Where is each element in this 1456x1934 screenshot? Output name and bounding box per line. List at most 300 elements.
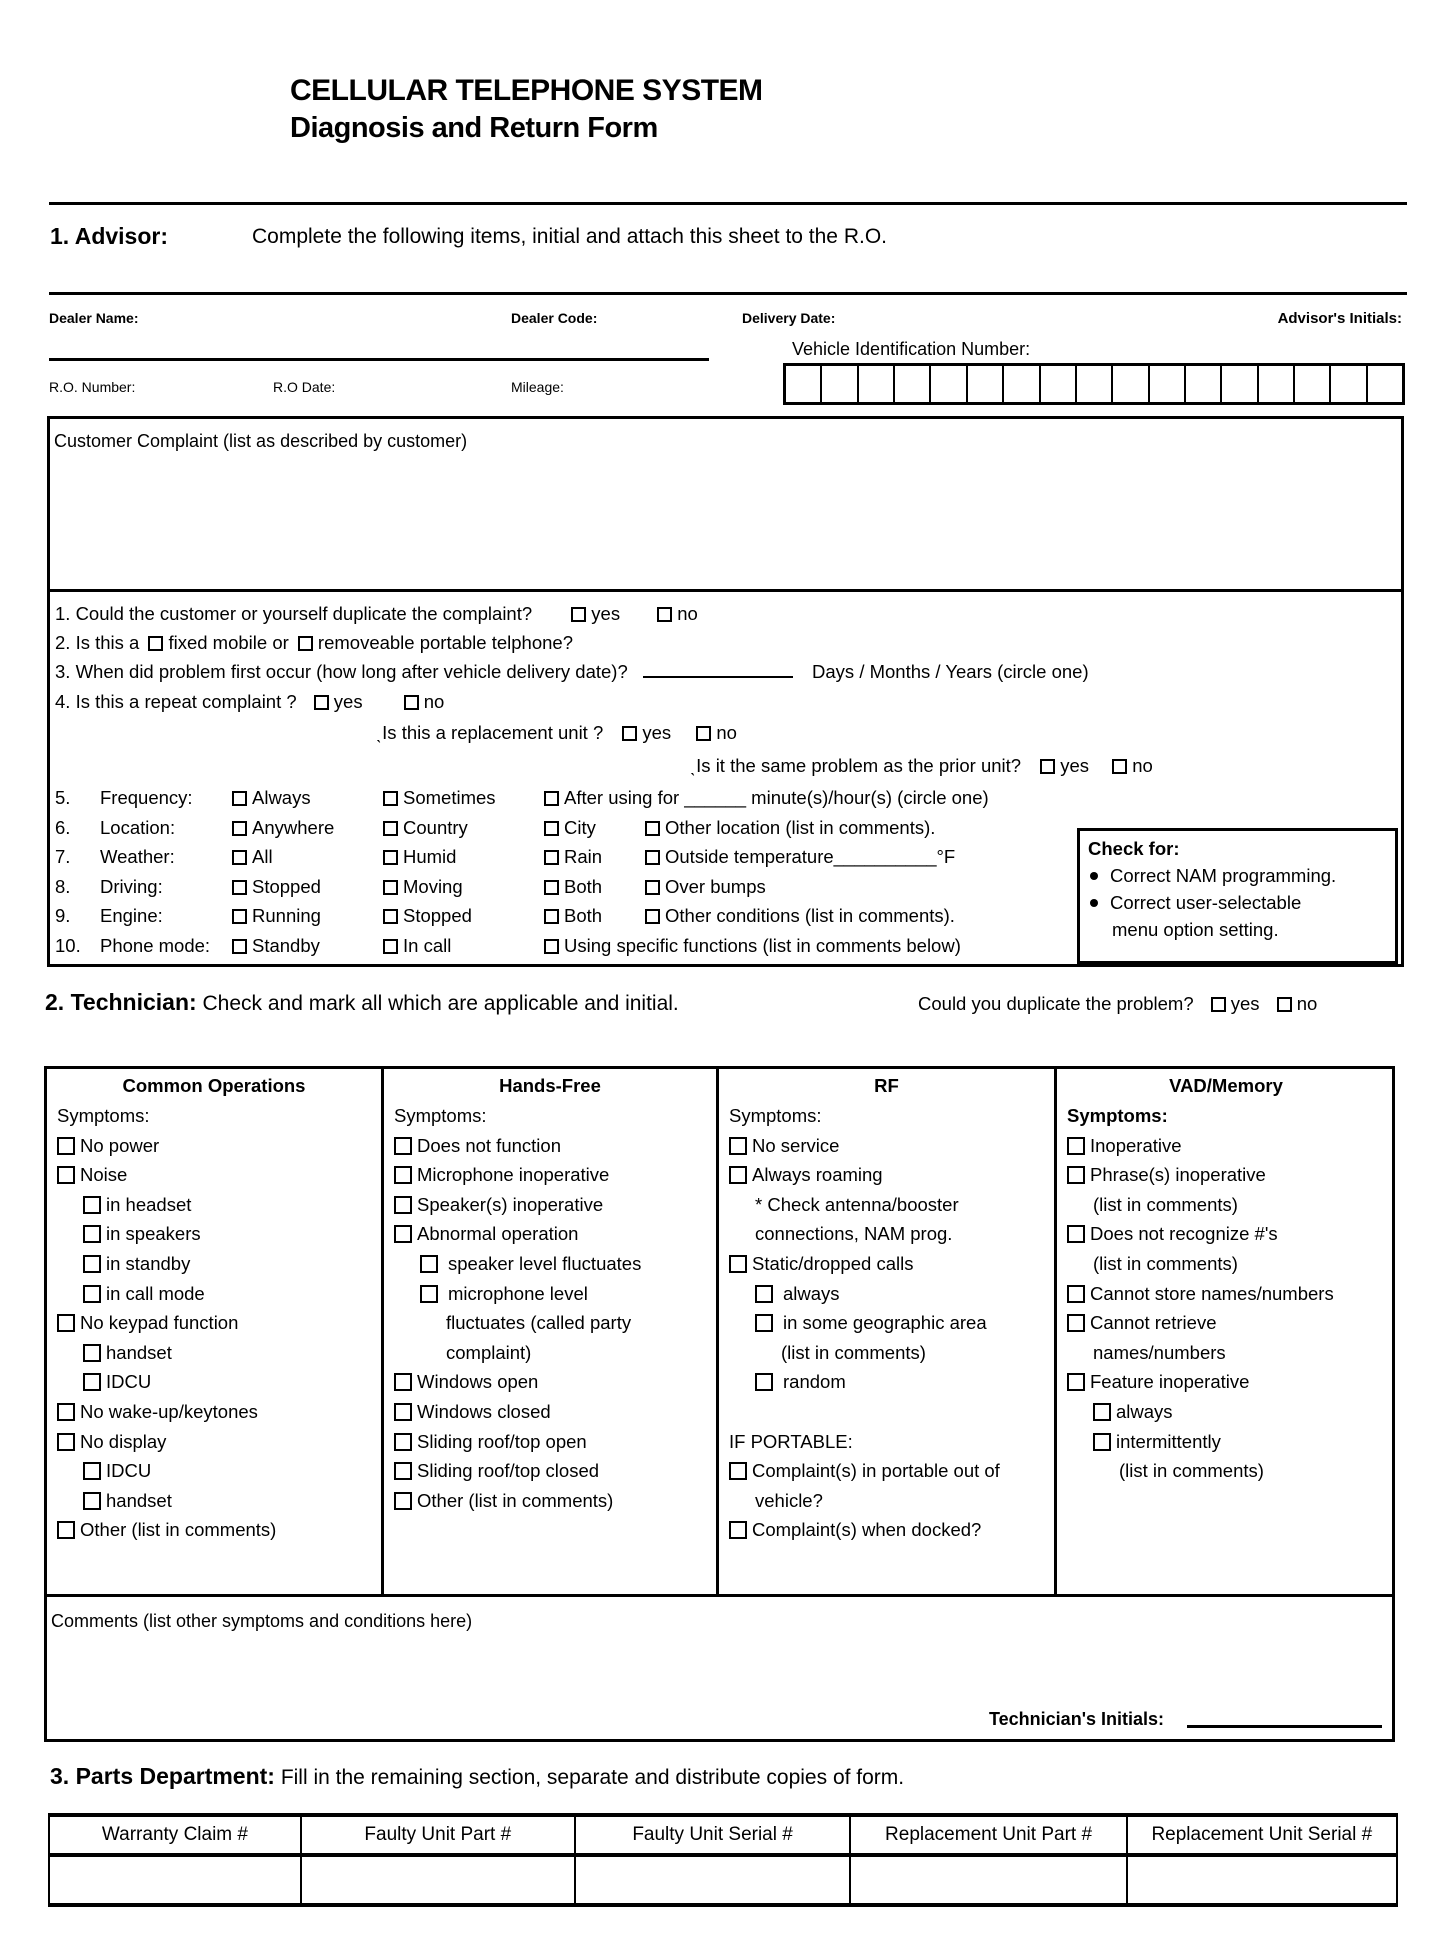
question-3-text: 3. When did problem first occur (how long after vehicle delivery date)? — [55, 661, 628, 682]
symptom-option[interactable] — [57, 1456, 381, 1486]
symptom-checkbox[interactable] — [83, 1492, 101, 1510]
symptom-note — [1067, 1249, 1395, 1279]
symptom-option[interactable] — [729, 1456, 1054, 1486]
condition-number — [55, 905, 70, 927]
no-label: no — [1132, 755, 1153, 776]
symptom-checkbox[interactable] — [1067, 1225, 1085, 1243]
check-for-item — [1088, 916, 1387, 943]
vin-character-box[interactable] — [1004, 366, 1040, 402]
symptom-text: Inoperative — [1090, 1134, 1182, 1156]
symptom-note — [394, 1308, 716, 1338]
symptom-text: Windows closed — [417, 1400, 551, 1422]
symptom-option[interactable] — [729, 1249, 1054, 1279]
no-label: no — [716, 722, 737, 743]
symptom-text: fluctuates (called party — [446, 1312, 632, 1334]
symptom-column — [384, 1067, 716, 1594]
advisor-section-label: 1. Advisor: — [50, 223, 169, 249]
condition-number-text: 6. — [55, 816, 71, 838]
no-label: no — [677, 603, 698, 624]
symptom-option[interactable] — [394, 1249, 716, 1279]
condition-number-text: 5. — [55, 787, 71, 808]
symptom-option[interactable] — [394, 1190, 716, 1220]
symptom-text: complaint) — [446, 1341, 532, 1363]
parts-column-header: Replacement Unit Part # — [850, 1815, 1126, 1855]
symptom-checkbox[interactable] — [394, 1403, 412, 1421]
symptom-checkbox[interactable] — [394, 1166, 412, 1184]
symptom-checkbox[interactable] — [83, 1344, 101, 1362]
symptom-checkbox[interactable] — [729, 1166, 747, 1184]
symptom-text: Phrase(s) inoperative — [1090, 1164, 1266, 1186]
symptom-checkbox[interactable] — [1067, 1137, 1085, 1155]
yes-label: yes — [642, 722, 672, 743]
condition-number-text: 8. — [55, 875, 71, 897]
vin-input-boxes[interactable] — [783, 363, 1405, 405]
q4b-yes-checkbox[interactable] — [1040, 759, 1055, 774]
symptom-checkbox[interactable] — [394, 1196, 412, 1214]
symptom-text: random — [783, 1371, 846, 1393]
condition-checkbox[interactable] — [645, 880, 660, 895]
symptom-note — [729, 1219, 1054, 1249]
symptom-checkbox[interactable] — [394, 1492, 412, 1510]
symptom-option[interactable] — [394, 1160, 716, 1190]
condition-option[interactable] — [544, 905, 602, 927]
symptom-checkbox[interactable] — [57, 1137, 75, 1155]
parts-column-header: Faulty Unit Serial # — [575, 1815, 851, 1855]
symptom-column — [1057, 1067, 1395, 1594]
condition-label — [100, 817, 175, 839]
symptom-option[interactable] — [1067, 1219, 1395, 1249]
symptom-checkbox[interactable] — [755, 1314, 773, 1332]
no-label: no — [1296, 993, 1318, 1014]
vin-character-box[interactable] — [1295, 366, 1331, 402]
condition-number-text: 9. — [55, 905, 71, 926]
symptom-checkbox[interactable] — [729, 1255, 747, 1273]
symptom-checkbox[interactable] — [1093, 1403, 1111, 1421]
condition-checkbox[interactable] — [544, 850, 559, 865]
symptom-option[interactable] — [729, 1160, 1054, 1190]
technician-section-label: 2. Technician: — [45, 989, 197, 1015]
advisor-section-header — [50, 223, 168, 250]
symptom-checkbox[interactable] — [729, 1137, 747, 1155]
symptom-checkbox[interactable] — [57, 1314, 75, 1332]
parts-input-cell[interactable] — [301, 1855, 575, 1905]
parts-column-header: Faulty Unit Part # — [301, 1815, 575, 1855]
condition-option[interactable] — [645, 876, 766, 898]
condition-option[interactable] — [383, 905, 472, 927]
condition-checkbox[interactable] — [232, 791, 247, 806]
condition-option-text: Rain — [564, 846, 603, 867]
symptom-text: (list in comments) — [781, 1341, 926, 1363]
condition-option[interactable] — [544, 846, 602, 868]
condition-label-text: Driving: — [100, 875, 163, 897]
condition-option-text: Running — [252, 905, 321, 926]
q4a-no-checkbox[interactable] — [696, 726, 711, 741]
symptom-checkbox[interactable] — [83, 1196, 101, 1214]
q1-yes-checkbox[interactable] — [571, 607, 586, 622]
symptom-option[interactable] — [57, 1515, 381, 1545]
q4-yes-checkbox[interactable] — [314, 695, 329, 710]
condition-checkbox[interactable] — [544, 821, 559, 836]
symptom-note — [394, 1338, 716, 1368]
condition-option-text: Country — [403, 816, 468, 838]
question-4-text: 4. Is this a repeat complaint ? — [55, 691, 297, 712]
condition-option[interactable] — [544, 787, 989, 809]
vin-label: Vehicle Identification Number: — [792, 339, 1031, 359]
symptom-option[interactable] — [1067, 1131, 1395, 1161]
vin-character-box[interactable] — [968, 366, 1004, 402]
vin-character-box[interactable] — [931, 366, 967, 402]
symptoms-label: Symptoms: — [1067, 1105, 1168, 1126]
symptom-text: Complaint(s) when docked? — [752, 1519, 982, 1541]
symptom-text: Cannot retrieve — [1090, 1312, 1217, 1334]
check-for-item — [1088, 889, 1387, 916]
fixed-mobile-label: fixed mobile or — [168, 632, 289, 653]
removeable-portable-label: removeable portable telphone? — [317, 632, 573, 653]
symptom-checkbox[interactable] — [394, 1137, 412, 1155]
symptom-checkbox[interactable] — [394, 1462, 412, 1480]
symptom-text: No wake-up/keytones — [80, 1400, 258, 1422]
symptom-checkbox[interactable] — [1067, 1285, 1085, 1303]
symptom-checkbox[interactable] — [57, 1433, 75, 1451]
condition-checkbox[interactable] — [645, 850, 660, 865]
condition-option-text: Stopped — [403, 905, 472, 926]
condition-option-text: Standby — [252, 934, 320, 956]
symptom-option[interactable] — [1067, 1279, 1395, 1309]
condition-option-text: Anywhere — [252, 816, 335, 838]
column-title: Common Operations — [122, 1075, 306, 1096]
symptom-option[interactable] — [57, 1308, 381, 1338]
condition-checkbox[interactable] — [232, 939, 247, 954]
symptom-checkbox[interactable] — [394, 1225, 412, 1243]
mileage-label: Mileage: — [511, 379, 564, 395]
condition-label — [100, 846, 175, 868]
question-4 — [55, 691, 444, 713]
symptom-text: Other (list in comments) — [417, 1489, 614, 1511]
condition-option[interactable] — [232, 817, 334, 839]
yes-label: yes — [1230, 993, 1260, 1014]
symptom-checkbox[interactable] — [1093, 1433, 1111, 1451]
condition-option-text: Stopped — [252, 875, 321, 897]
condition-number — [55, 846, 70, 868]
vin-character-box[interactable] — [1331, 366, 1367, 402]
vin-character-box[interactable] — [1186, 366, 1222, 402]
symptom-note — [1067, 1190, 1395, 1220]
q4-no-checkbox[interactable] — [404, 695, 419, 710]
condition-checkbox[interactable] — [544, 939, 559, 954]
condition-checkbox[interactable] — [645, 821, 660, 836]
symptom-option[interactable] — [57, 1367, 381, 1397]
condition-option-text: Outside temperature__________°F — [665, 846, 956, 867]
vin-character-box[interactable] — [895, 366, 931, 402]
condition-option[interactable] — [383, 935, 451, 957]
symptom-checkbox[interactable] — [729, 1462, 747, 1480]
symptom-text: handset — [106, 1341, 172, 1363]
symptom-option[interactable] — [57, 1160, 381, 1190]
symptom-checkbox[interactable] — [1067, 1373, 1085, 1391]
condition-option-text: City — [564, 816, 596, 838]
condition-label — [100, 935, 210, 957]
removeable-portable-checkbox[interactable] — [298, 636, 313, 651]
condition-option[interactable] — [645, 905, 955, 927]
symptom-option[interactable] — [394, 1131, 716, 1161]
symptom-option[interactable] — [394, 1279, 716, 1309]
symptom-text: in standby — [106, 1252, 191, 1274]
condition-checkbox[interactable] — [232, 821, 247, 836]
condition-number — [55, 935, 81, 957]
symptom-option[interactable] — [729, 1308, 1054, 1338]
check-for-item — [1088, 862, 1387, 889]
condition-option[interactable] — [383, 787, 496, 809]
tech-yes-checkbox[interactable] — [1211, 997, 1226, 1012]
symptom-checkbox[interactable] — [57, 1403, 75, 1421]
symptom-text: Windows open — [417, 1371, 539, 1393]
condition-checkbox[interactable] — [232, 880, 247, 895]
condition-checkbox[interactable] — [383, 880, 398, 895]
symptom-option[interactable] — [394, 1219, 716, 1249]
symptom-option[interactable] — [394, 1427, 716, 1457]
check-for-text: Correct NAM programming. — [1110, 865, 1337, 886]
symptom-text: Abnormal operation — [417, 1223, 579, 1245]
condition-label-text: Weather: — [100, 846, 175, 867]
technician-instruction: Check and mark all which are applicable and initial. — [202, 992, 679, 1015]
vin-character-box[interactable] — [1368, 366, 1402, 402]
parts-input-cell[interactable] — [49, 1855, 301, 1905]
symptom-text: IF PORTABLE: — [729, 1430, 853, 1452]
vin-character-box[interactable] — [859, 366, 895, 402]
symptom-note — [729, 1190, 1054, 1220]
symptom-option[interactable] — [1067, 1397, 1395, 1427]
symptom-text: Microphone inoperative — [417, 1164, 610, 1186]
condition-option-text: Other conditions (list in comments). — [665, 905, 955, 926]
condition-option[interactable] — [544, 817, 596, 839]
condition-checkbox[interactable] — [383, 939, 398, 954]
symptom-note — [729, 1338, 1054, 1368]
comments-field[interactable] — [44, 1594, 1395, 1742]
condition-checkbox[interactable] — [383, 791, 398, 806]
question-4b-text: ˎIs it the same problem as the prior unit? — [690, 755, 1022, 776]
symptom-text: Speaker(s) inoperative — [417, 1193, 604, 1215]
symptom-text: in some geographic area — [783, 1312, 987, 1334]
symptom-note — [1067, 1456, 1395, 1486]
parts-column-header: Warranty Claim # — [49, 1815, 301, 1855]
symptom-text: Does not recognize #'s — [1090, 1223, 1278, 1245]
technician-initials-input[interactable] — [1187, 1725, 1382, 1728]
symptom-checkbox[interactable] — [729, 1521, 747, 1539]
condition-option[interactable] — [232, 787, 311, 809]
condition-checkbox[interactable] — [544, 880, 559, 895]
symptom-checkbox[interactable] — [83, 1373, 101, 1391]
symptom-option[interactable] — [394, 1486, 716, 1516]
customer-complaint-field[interactable] — [47, 416, 1404, 592]
vin-character-box[interactable] — [1150, 366, 1186, 402]
condition-option[interactable] — [232, 876, 321, 898]
symptom-option[interactable] — [57, 1397, 381, 1427]
vin-character-box[interactable] — [1077, 366, 1113, 402]
symptom-text: speaker level fluctuates — [448, 1252, 642, 1274]
question-2-text: 2. Is this a — [55, 632, 140, 653]
symptom-text: Static/dropped calls — [752, 1252, 914, 1274]
question-4b — [690, 755, 1153, 777]
yes-label: yes — [591, 603, 621, 624]
condition-number — [55, 817, 70, 839]
symptom-checkbox[interactable] — [394, 1373, 412, 1391]
condition-checkbox[interactable] — [383, 821, 398, 836]
symptom-text: No power — [80, 1134, 160, 1156]
symptom-option[interactable] — [57, 1249, 381, 1279]
condition-checkbox[interactable] — [544, 909, 559, 924]
symptom-option[interactable] — [1067, 1308, 1395, 1338]
q1-no-checkbox[interactable] — [657, 607, 672, 622]
symptom-option[interactable] — [1067, 1427, 1395, 1457]
ro-number-label: R.O. Number: — [49, 379, 136, 395]
condition-checkbox[interactable] — [383, 909, 398, 924]
symptoms-label: Symptoms: — [729, 1105, 822, 1126]
advisor-instruction: Complete the following items, initial and attach this sheet to the R.O. — [252, 225, 887, 248]
symptom-checkbox[interactable] — [83, 1255, 101, 1273]
symptom-option[interactable] — [729, 1515, 1054, 1545]
parts-column-header: Replacement Unit Serial # — [1127, 1815, 1397, 1855]
symptom-text: IDCU — [106, 1371, 152, 1393]
form-title: CELLULAR TELEPHONE SYSTEM — [290, 74, 763, 107]
delivery-date-label: Delivery Date: — [742, 310, 836, 326]
symptom-column — [47, 1067, 381, 1594]
condition-checkbox[interactable] — [232, 850, 247, 865]
condition-number — [55, 787, 70, 809]
condition-option[interactable] — [544, 935, 961, 957]
condition-option-text: Moving — [403, 875, 463, 897]
condition-checkbox[interactable] — [645, 909, 660, 924]
symptom-option[interactable] — [57, 1338, 381, 1368]
vin-character-box[interactable] — [1041, 366, 1077, 402]
symptom-text: always — [783, 1282, 840, 1304]
symptom-text: in headset — [106, 1193, 192, 1215]
condition-option[interactable] — [383, 817, 468, 839]
condition-number-text: 7. — [55, 846, 71, 867]
symptom-option[interactable] — [1067, 1367, 1395, 1397]
symptom-option[interactable] — [729, 1279, 1054, 1309]
symptom-text: Sliding roof/top open — [417, 1430, 587, 1452]
symptom-option[interactable] — [57, 1131, 381, 1161]
symptom-note — [729, 1397, 1054, 1427]
condition-option[interactable] — [383, 876, 463, 898]
condition-option[interactable] — [645, 817, 935, 839]
ro-date-label: R.O Date: — [273, 379, 336, 395]
symptom-text: names/numbers — [1093, 1341, 1226, 1363]
q4b-no-checkbox[interactable] — [1112, 759, 1127, 774]
symptom-option[interactable] — [729, 1367, 1054, 1397]
symptom-checkbox[interactable] — [1067, 1314, 1085, 1332]
yes-label: yes — [333, 691, 363, 712]
symptom-checkbox[interactable] — [83, 1225, 101, 1243]
condition-label-text: Phone mode: — [100, 934, 211, 956]
check-for-note — [1077, 828, 1398, 964]
condition-option[interactable] — [232, 846, 273, 868]
fixed-mobile-checkbox[interactable] — [148, 636, 163, 651]
divider — [49, 202, 1407, 205]
condition-option-text: Other location (list in comments). — [665, 816, 936, 838]
symptom-option[interactable] — [57, 1427, 381, 1457]
symptom-text: Feature inoperative — [1090, 1371, 1250, 1393]
condition-option[interactable] — [645, 846, 955, 868]
parts-input-cell[interactable] — [575, 1855, 851, 1905]
symptom-text: intermittently — [1116, 1430, 1221, 1452]
symptom-checkbox[interactable] — [755, 1285, 773, 1303]
condition-checkbox[interactable] — [544, 791, 559, 806]
vin-character-box[interactable] — [1222, 366, 1258, 402]
symptom-checkbox[interactable] — [83, 1462, 101, 1480]
vin-character-box[interactable] — [1113, 366, 1149, 402]
symptom-text: Other (list in comments) — [80, 1519, 277, 1541]
condition-checkbox[interactable] — [232, 909, 247, 924]
symptoms-label: Symptoms: — [394, 1105, 487, 1126]
symptom-checkbox[interactable] — [394, 1433, 412, 1451]
condition-option[interactable] — [232, 935, 320, 957]
symptom-checkbox[interactable] — [420, 1255, 438, 1273]
symptom-text: No keypad function — [80, 1312, 239, 1334]
symptom-checkbox[interactable] — [57, 1521, 75, 1539]
symptom-option[interactable] — [394, 1456, 716, 1486]
symptom-option[interactable] — [1067, 1160, 1395, 1190]
parts-table — [48, 1813, 1398, 1907]
symptom-option[interactable] — [57, 1219, 381, 1249]
symptom-text: (list in comments) — [1093, 1193, 1238, 1215]
symptom-text: handset — [106, 1489, 172, 1511]
condition-option-text: Always — [252, 787, 311, 808]
symptom-option[interactable] — [57, 1279, 381, 1309]
occurrence-input[interactable] — [643, 662, 793, 678]
question-4a-text: ˎIs this a replacement unit ? — [376, 722, 604, 743]
symptom-option[interactable] — [57, 1486, 381, 1516]
symptom-option[interactable] — [394, 1367, 716, 1397]
symptom-text: in speakers — [106, 1223, 201, 1245]
vin-character-box[interactable] — [786, 366, 822, 402]
parts-input-cell[interactable] — [850, 1855, 1126, 1905]
symptom-text: Complaint(s) in portable out of — [752, 1460, 1000, 1482]
symptom-checkbox[interactable] — [57, 1166, 75, 1184]
parts-section-header — [50, 1763, 904, 1790]
symptom-option[interactable] — [394, 1397, 716, 1427]
vin-character-box[interactable] — [822, 366, 858, 402]
condition-label — [100, 905, 163, 927]
divider — [49, 358, 709, 361]
occurrence-units: Days / Months / Years (circle one) — [812, 661, 1089, 682]
symptom-option[interactable] — [729, 1131, 1054, 1161]
condition-option[interactable] — [383, 846, 456, 868]
column-title: RF — [874, 1075, 899, 1096]
question-3 — [55, 661, 1089, 683]
customer-complaint-label: Customer Complaint (list as described by customer) — [54, 431, 468, 451]
symptom-option[interactable] — [57, 1190, 381, 1220]
symptom-checkbox[interactable] — [83, 1285, 101, 1303]
parts-input-cell[interactable] — [1127, 1855, 1397, 1905]
symptom-checkbox[interactable] — [1067, 1166, 1085, 1184]
tech-no-checkbox[interactable] — [1277, 997, 1292, 1012]
symptom-checkbox[interactable] — [755, 1373, 773, 1391]
technician-duplicate-question — [918, 993, 1317, 1015]
q4a-yes-checkbox[interactable] — [622, 726, 637, 741]
symptom-text: Does not function — [417, 1134, 561, 1156]
symptom-note — [1067, 1338, 1395, 1368]
comments-label: Comments (list other symptoms and conditions here) — [51, 1611, 473, 1631]
vin-character-box[interactable] — [1259, 366, 1295, 402]
condition-option[interactable] — [544, 876, 602, 898]
symptom-column — [719, 1067, 1054, 1594]
condition-option-text: Humid — [403, 846, 457, 867]
condition-checkbox[interactable] — [383, 850, 398, 865]
condition-option[interactable] — [232, 905, 321, 927]
symptom-checkbox[interactable] — [420, 1285, 438, 1303]
symptom-text: always — [1116, 1400, 1173, 1422]
